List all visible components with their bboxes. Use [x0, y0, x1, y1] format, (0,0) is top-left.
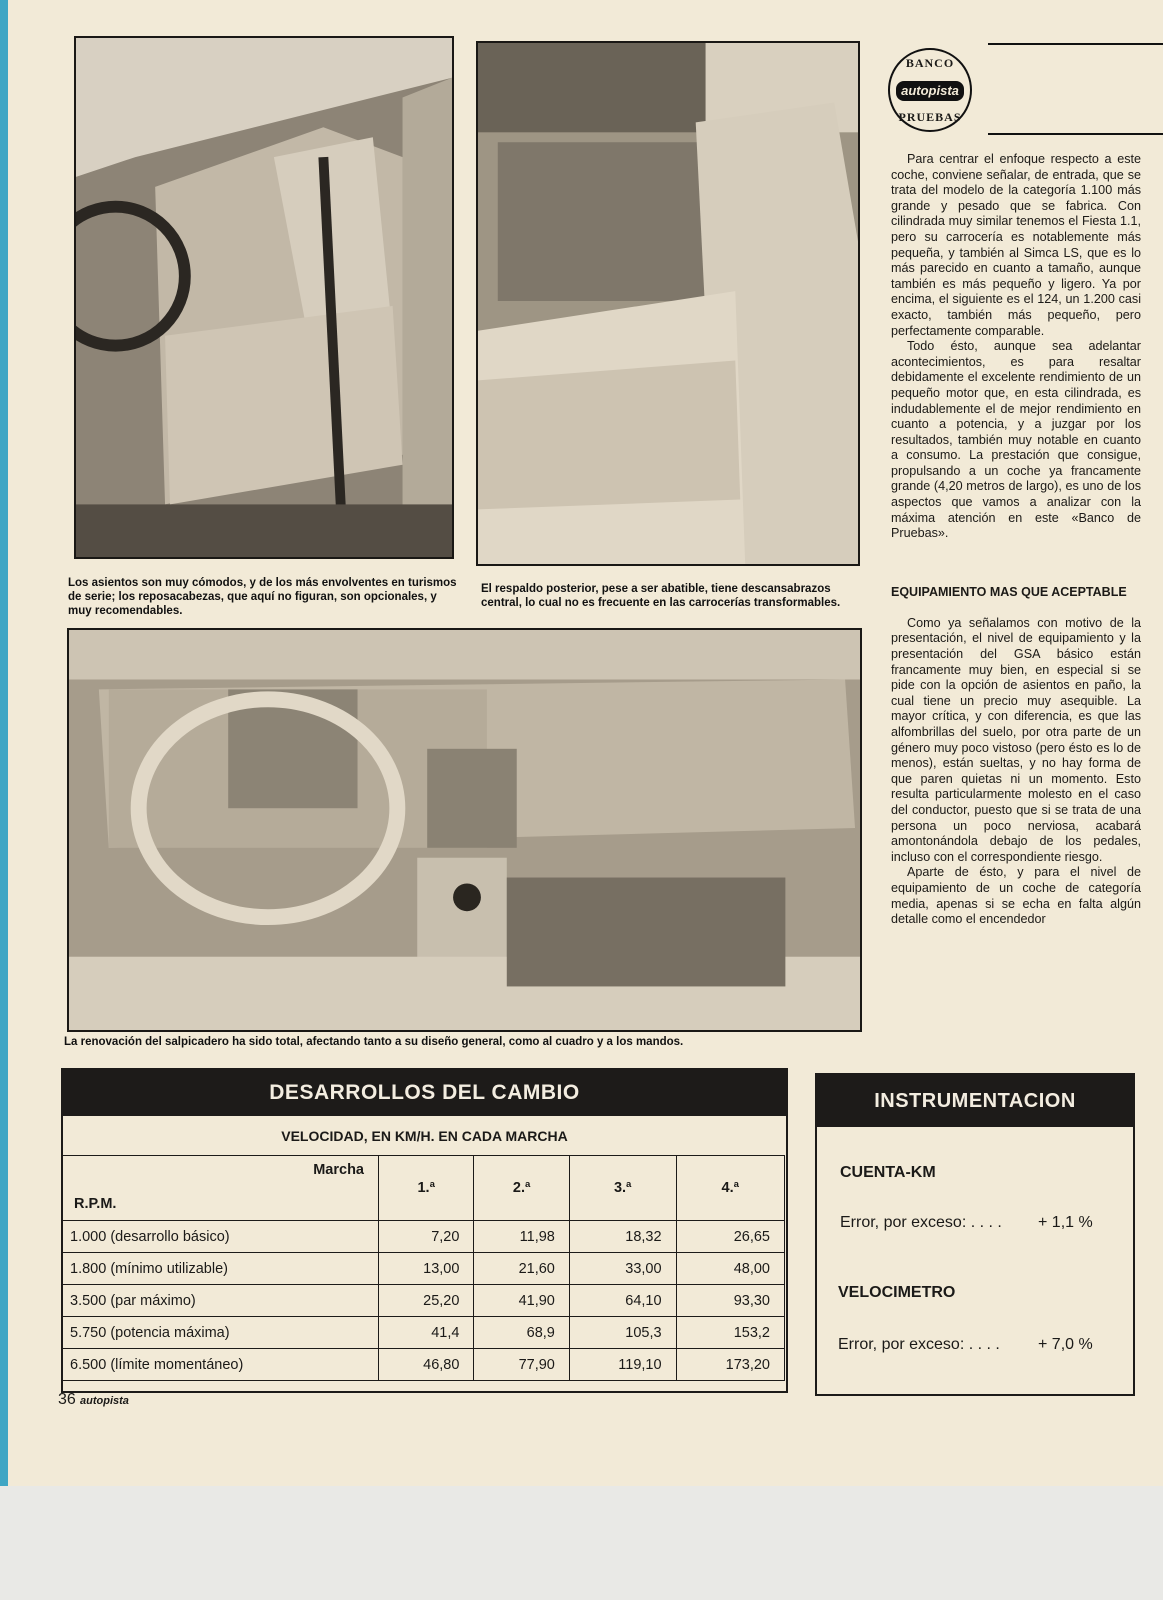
header-rule-bottom	[988, 133, 1163, 135]
front-seats-photo	[74, 36, 454, 559]
article-paragraph-2: Todo ésto, aunque sea adelantar acontecimientos, es para resaltar debidamente el excelente rendimiento de un pequeño motor que, en esta cilindrada, es indudablemente el de mejor rendimiento en cuanto a potencia, y a juzgar por los resultados, también muy notable en cuanto a consumo. La prestación que consigue, propulsando a un coche ya francamente grande (4,20 metros de largo), es uno de los aspectos que vamos a analizar con la máxima atención en este «Banco de Pruebas».	[891, 339, 1141, 541]
gear-table-header-row	[62, 1156, 785, 1221]
speed-cell: 68,9	[474, 1317, 569, 1349]
speed-cell: 21,60	[474, 1253, 569, 1285]
rpm-label: 5.750 (potencia máxima)	[62, 1317, 379, 1349]
dashboard-photo	[67, 628, 862, 1032]
table-row	[62, 1221, 785, 1253]
speed-cell: 25,20	[379, 1285, 474, 1317]
speed-cell: 48,00	[676, 1253, 784, 1285]
footer-magazine-name: autopista	[80, 1395, 129, 1407]
table-row	[62, 1253, 785, 1285]
table-row	[62, 1285, 785, 1317]
rear-seat-photo	[476, 41, 860, 566]
velocimetro-heading: VELOCIMETRO	[838, 1284, 956, 1301]
section-heading: EQUIPAMIENTO MAS QUE ACEPTABLE	[891, 584, 1127, 599]
speed-cell: 11,98	[474, 1221, 569, 1253]
speed-cell: 33,00	[569, 1253, 676, 1285]
cuenta-km-heading: CUENTA-KM	[840, 1164, 936, 1181]
cuenta-km-label: Error, por exceso: . . . .	[840, 1214, 1002, 1231]
rpm-label: 1.800 (mínimo utilizable)	[62, 1253, 379, 1285]
table-row	[62, 1317, 785, 1349]
header-rule-top	[988, 43, 1163, 45]
gear-table	[61, 1155, 785, 1381]
gear-table-title: DESARROLLOS DEL CAMBIO	[63, 1070, 786, 1116]
gear-header-3: 3.ª	[569, 1156, 676, 1221]
speed-cell: 41,4	[379, 1317, 474, 1349]
speed-cell: 7,20	[379, 1221, 474, 1253]
gear-header-4: 4.ª	[676, 1156, 784, 1221]
speed-cell: 77,90	[474, 1349, 569, 1381]
banco-pruebas-logo	[888, 48, 972, 132]
rpm-label: 6.500 (límite momentáneo)	[62, 1349, 379, 1381]
photo1-caption: Los asientos son muy cómodos, y de los más envolventes en turismos de serie; los reposacabezas, que aquí no figuran, son opcionales, y muy recomendables.	[68, 577, 457, 617]
article-paragraph-3: Como ya señalamos con motivo de la presentación, el nivel de equipamiento y la presentación del GSA básico están francamente muy bien, en especial si se pide con la opción de asientos en paño, la cual tiene un precio muy asequible. La mayor crítica, y con diferencia, es que las alfombrillas del suelo, por otra parte de un género muy poco vistoso (pero ésto es lo de menos), están sueltas, y no hay forma de que paren quietas ni un momento. Esto resulta particularmente molesto en el caso del conductor, puesto que si se trata de una persona un poco nerviosa, acabará amontonándola debajo de los pedales, incluso con el correspondiente riesgo.	[891, 615, 1141, 864]
photo2-caption: El respaldo posterior, pese a ser abatible, tiene descansabrazos central, lo cual no es frecuente en las carrocerías transformables.	[481, 583, 841, 609]
article-paragraph-1: Para centrar el enfoque respecto a este coche, conviene señalar, de entrada, que se trata del modelo de la categoría 1.100 más grande y pesado que se fabrica. Con cilindrada muy similar tenemos el Fiesta 1.1, pero su carrocería es notablemente más pequeña, y también al Simca LS, que es lo más parecido en cuanto a tamaño, aunque también es más pequeño y ligero. Ya por encima, el siguiente es el 124, un 1.200 casi exacto, también más pequeño, pero perfectamente comparable.	[891, 152, 1141, 338]
velocimetro-label: Error, por exceso: . . . .	[838, 1336, 1000, 1353]
logo-top-text: BANCO	[905, 56, 955, 70]
speed-cell: 119,10	[569, 1349, 676, 1381]
velocimetro-value: + 7,0 %	[1038, 1336, 1093, 1353]
gear-table-subtitle: VELOCIDAD, EN KM/H. EN CADA MARCHA	[281, 1128, 568, 1144]
speed-cell: 41,90	[474, 1285, 569, 1317]
article-column	[891, 152, 1141, 928]
speed-cell: 153,2	[676, 1317, 784, 1349]
cuenta-km-value: + 1,1 %	[1038, 1214, 1093, 1231]
speed-cell: 26,65	[676, 1221, 784, 1253]
speed-cell: 18,32	[569, 1221, 676, 1253]
photo3-caption: La renovación del salpicadero ha sido total, afectando tanto a su diseño general, como al cuadro y a los mandos.	[64, 1036, 684, 1048]
gear-header-1: 1.ª	[379, 1156, 474, 1221]
speed-cell: 93,30	[676, 1285, 784, 1317]
article-paragraph-4: Aparte de ésto, y para el nivel de equipamiento de un coche de categoría media, apenas si se echa en falta algún detalle como el encendedor	[891, 865, 1141, 927]
rpm-label: 3.500 (par máximo)	[62, 1285, 379, 1317]
speed-cell: 64,10	[569, 1285, 676, 1317]
page-number: 36	[58, 1391, 76, 1408]
table-row	[62, 1349, 785, 1381]
speed-cell: 105,3	[569, 1317, 676, 1349]
corner-rpm-label: R.P.M.	[74, 1196, 117, 1212]
corner-marcha-label: Marcha	[313, 1162, 364, 1178]
logo-middle-text: autopista	[896, 81, 964, 101]
instrumentation-title: INSTRUMENTACION	[817, 1075, 1133, 1127]
gear-header-2: 2.ª	[474, 1156, 569, 1221]
speed-cell: 46,80	[379, 1349, 474, 1381]
gear-table-corner-cell	[62, 1156, 379, 1221]
rpm-label: 1.000 (desarrollo básico)	[62, 1221, 379, 1253]
speed-cell: 13,00	[379, 1253, 474, 1285]
logo-bottom-text: PRUEBAS	[898, 110, 962, 124]
speed-cell: 173,20	[676, 1349, 784, 1381]
